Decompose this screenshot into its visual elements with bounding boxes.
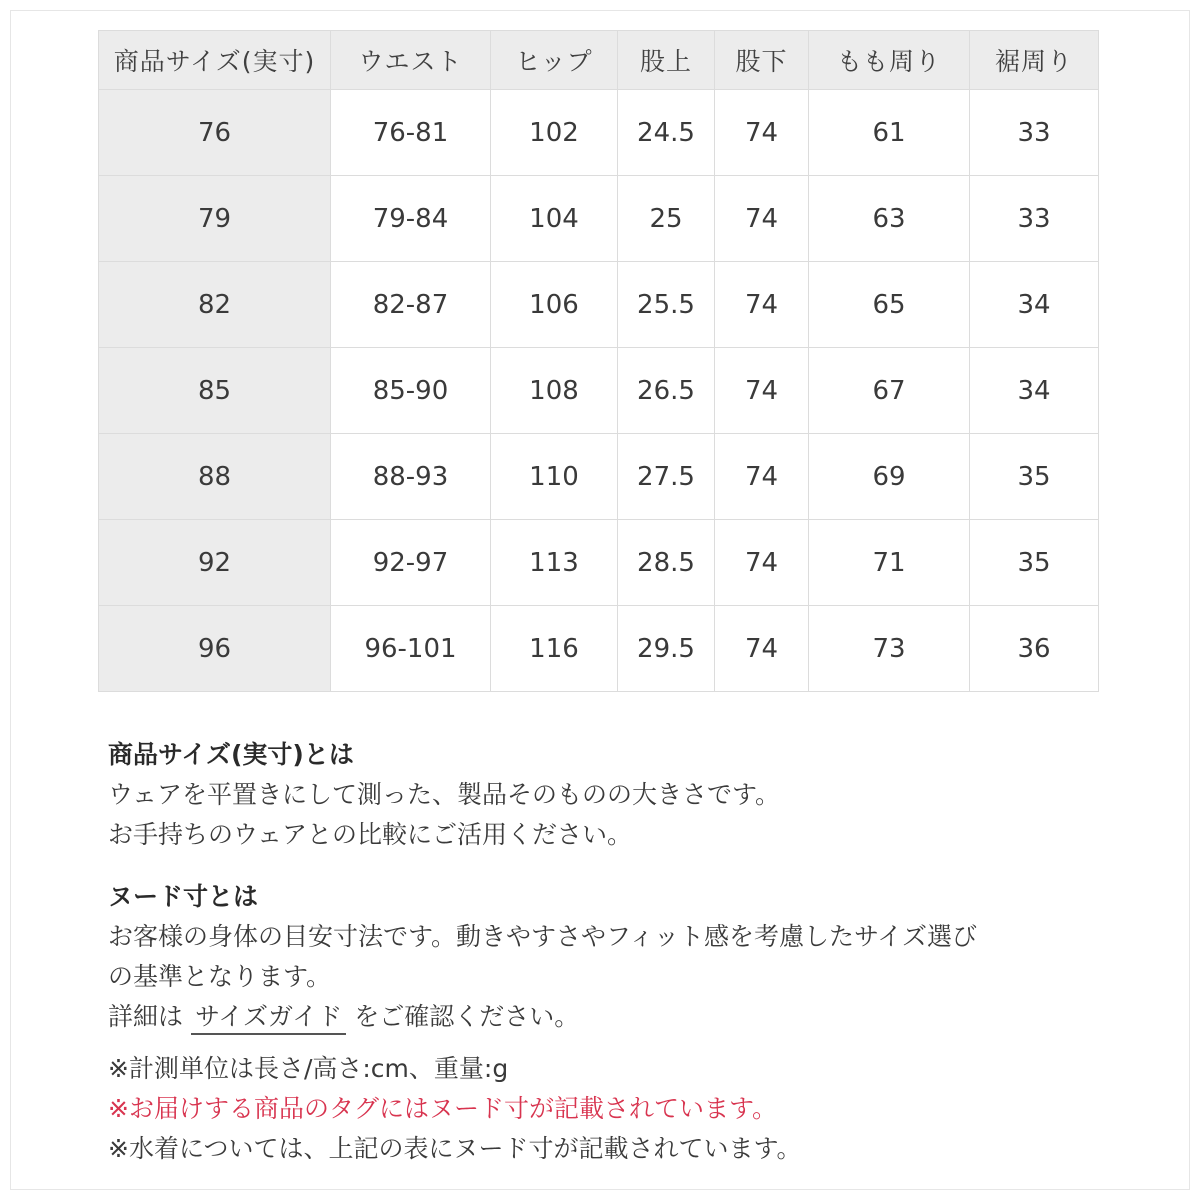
- cell-hem: 34: [970, 348, 1099, 434]
- cell-inseam: 74: [715, 90, 809, 176]
- cell-hip: 110: [491, 434, 618, 520]
- cell-hem: 35: [970, 520, 1099, 606]
- actual-size-text: お手持ちのウェアとの比較にご活用ください。: [108, 820, 633, 849]
- cell-thigh: 71: [809, 520, 970, 606]
- unit-note: ※計測単位は長さ/高さ:cm、重量:g: [108, 1054, 509, 1083]
- cell-hip: 108: [491, 348, 618, 434]
- cell-waist: 76-81: [331, 90, 491, 176]
- table-row: [99, 90, 1099, 176]
- cell-thigh: 61: [809, 90, 970, 176]
- size-table: [98, 30, 1099, 692]
- cell-hem: 33: [970, 176, 1099, 262]
- header-thigh: もも周り: [809, 31, 970, 90]
- cell-waist: 79-84: [331, 176, 491, 262]
- nude-size-heading: ヌード寸とは: [108, 882, 259, 911]
- table-row: [99, 434, 1099, 520]
- actual-size-heading: 商品サイズ(実寸)とは: [108, 740, 354, 769]
- cell-hip: 113: [491, 520, 618, 606]
- table-row: [99, 176, 1099, 262]
- cell-size: 96: [99, 606, 331, 692]
- cell-thigh: 69: [809, 434, 970, 520]
- cell-size: 85: [99, 348, 331, 434]
- cell-hem: 36: [970, 606, 1099, 692]
- cell-waist: 96-101: [331, 606, 491, 692]
- cell-hip: 116: [491, 606, 618, 692]
- cell-hem: 33: [970, 90, 1099, 176]
- table-row: [99, 348, 1099, 434]
- cell-waist: 92-97: [331, 520, 491, 606]
- cell-size: 82: [99, 262, 331, 348]
- cell-inseam: 74: [715, 176, 809, 262]
- header-product-size: 商品サイズ(実寸): [99, 31, 331, 90]
- cell-inseam: 74: [715, 348, 809, 434]
- table-row: [99, 262, 1099, 348]
- cell-inseam: 74: [715, 520, 809, 606]
- cell-rise: 24.5: [618, 90, 715, 176]
- cell-rise: 25.5: [618, 262, 715, 348]
- table-row: [99, 520, 1099, 606]
- cell-size: 76: [99, 90, 331, 176]
- cell-hip: 102: [491, 90, 618, 176]
- cell-rise: 28.5: [618, 520, 715, 606]
- nude-size-text: の基準となります。: [108, 962, 332, 991]
- details-suffix: をご確認ください。: [354, 1002, 580, 1031]
- cell-size: 92: [99, 520, 331, 606]
- actual-size-text: ウェアを平置きにして測った、製品そのものの大きさです。: [108, 780, 781, 809]
- nude-size-text: お客様の身体の目安寸法です。動きやすさやフィット感を考慮したサイズ選び: [108, 922, 978, 951]
- table-header-row: [99, 31, 1099, 90]
- cell-rise: 25: [618, 176, 715, 262]
- header-hem: 裾周り: [970, 31, 1099, 90]
- size-guide-link[interactable]: サイズガイド: [191, 1002, 346, 1035]
- cell-hem: 35: [970, 434, 1099, 520]
- cell-inseam: 74: [715, 262, 809, 348]
- cell-inseam: 74: [715, 606, 809, 692]
- cell-waist: 85-90: [331, 348, 491, 434]
- cell-hem: 34: [970, 262, 1099, 348]
- tag-warning-note: ※お届けする商品のタグにはヌード寸が記載されています。: [108, 1094, 777, 1123]
- table-row: [99, 606, 1099, 692]
- cell-thigh: 63: [809, 176, 970, 262]
- header-rise: 股上: [618, 31, 715, 90]
- header-inseam: 股下: [715, 31, 809, 90]
- swimwear-note: ※水着については、上記の表にヌード寸が記載されています。: [108, 1134, 802, 1163]
- details-line: [108, 997, 1088, 1037]
- cell-waist: 88-93: [331, 434, 491, 520]
- header-waist: ウエスト: [331, 31, 491, 90]
- cell-hip: 106: [491, 262, 618, 348]
- cell-inseam: 74: [715, 434, 809, 520]
- cell-thigh: 67: [809, 348, 970, 434]
- cell-size: 88: [99, 434, 331, 520]
- cell-thigh: 73: [809, 606, 970, 692]
- cell-rise: 27.5: [618, 434, 715, 520]
- cell-hip: 104: [491, 176, 618, 262]
- cell-waist: 82-87: [331, 262, 491, 348]
- size-notes: [108, 735, 1088, 1169]
- cell-rise: 29.5: [618, 606, 715, 692]
- header-hip: ヒップ: [491, 31, 618, 90]
- cell-rise: 26.5: [618, 348, 715, 434]
- cell-thigh: 65: [809, 262, 970, 348]
- details-prefix: 詳細は: [108, 1002, 184, 1031]
- cell-size: 79: [99, 176, 331, 262]
